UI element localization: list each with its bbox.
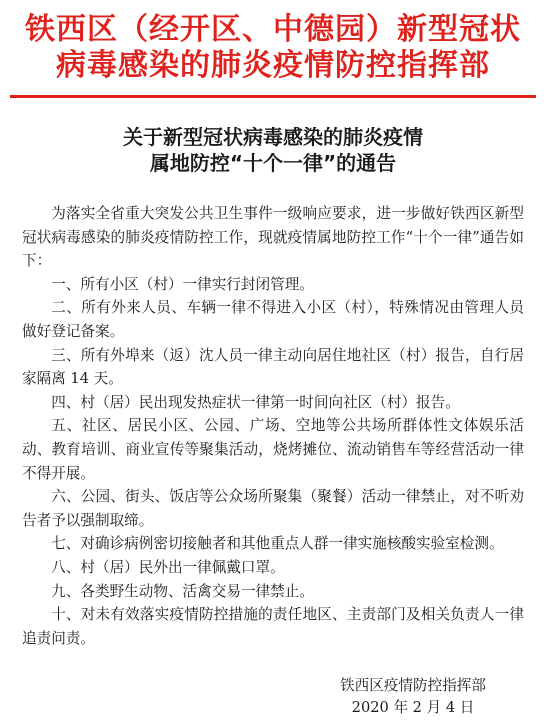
list-item: 六、公园、街头、饭店等公众场所聚集（聚餐）活动一律禁止，对不听劝告者予以强制取缔。 [22, 488, 524, 529]
header-line-2: 病毒感染的肺炎疫情防控指挥部 [56, 48, 490, 83]
notice-title [0, 124, 546, 176]
title-line-2: 属地防控“十个一律”的通告 [149, 151, 397, 175]
intro-paragraph: 为落实全省重大突发公共卫生事件一级响应要求，进一步做好铁西区新型冠状病毒感染的肺炎疫情防控工作，现就疫情属地防控工作“十个一律”通告如下： [22, 205, 524, 270]
signature-date: 2020 年 2 月 4 日 [351, 699, 475, 716]
list-item: 四、村（居）民出现发热症状一律第一时间向社区（村）报告。 [51, 393, 460, 411]
title-line-1: 关于新型冠状病毒感染的肺炎疫情 [123, 125, 423, 149]
header-banner [0, 0, 546, 95]
list-item: 二、所有外来人员、车辆一律不得进入小区（村），特殊情况由管理人员做好登记备案。 [22, 299, 524, 340]
list-item: 七、对确诊病例密切接触者和其他重点人群一律实施核酸实验室检测。 [51, 535, 504, 553]
header-line-1: 铁西区（经开区、中德园）新型冠状 [25, 12, 521, 47]
list-item: 五、社区、居民小区、公园、广场、空地等公共场所群体性文体娱乐活动、教育培训、商业宣传等聚集活动，烧烤摊位、流动销售车等经营活动一律不得开展。 [22, 417, 524, 482]
list-item: 三、所有外埠来（返）沈人员一律主动向居住地社区（村）报告，自行居家隔离 14 天。 [22, 346, 524, 388]
notice-body [22, 202, 524, 650]
signature-block [340, 675, 486, 719]
list-item: 八、村（居）民外出一律佩戴口罩。 [51, 558, 285, 576]
red-divider [10, 95, 536, 98]
list-item: 九、各类野生动物、活禽交易一律禁止。 [51, 582, 314, 600]
list-item: 一、所有小区（村）一律实行封闭管理。 [51, 275, 314, 293]
list-item: 十、对未有效落实疫情防控措施的责任地区、主责部门及相关负责人一律追责问责。 [22, 606, 524, 647]
signature-org: 铁西区疫情防控指挥部 [340, 677, 486, 694]
